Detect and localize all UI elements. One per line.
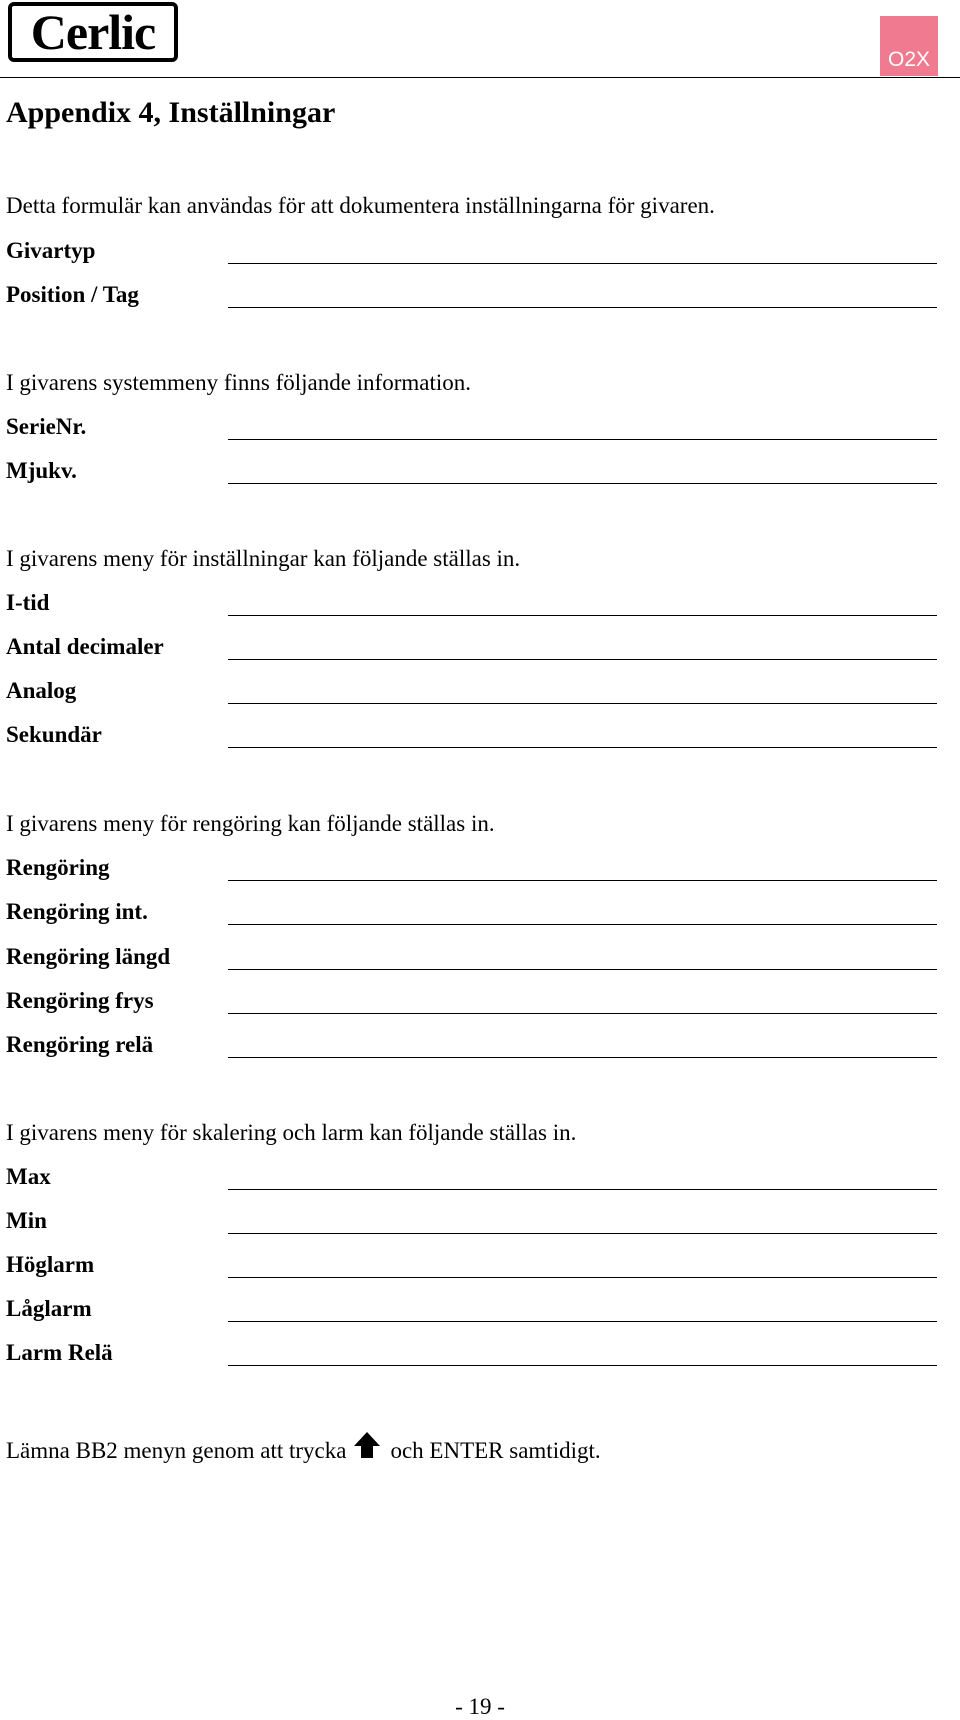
exit-instruction: [6, 1436, 601, 1466]
field-label-givartyp: Givartyp: [6, 238, 96, 263]
field-label-rengoring: Rengöring: [6, 855, 110, 880]
page-number: - 19 -: [455, 1694, 505, 1719]
logo-text: Cerlic: [30, 4, 156, 60]
exit-instruction-text-before: Lämna BB2 menyn genom att trycka: [6, 1438, 347, 1463]
field-input-givartyp[interactable]: [228, 263, 937, 264]
section4-intro: I givarens meny för rengöring kan följande ställas in.: [6, 811, 495, 836]
header-divider: [0, 77, 960, 78]
o2x-badge: O2X: [880, 16, 938, 76]
section1-intro: Detta formulär kan användas för att dokumentera inställningarna för givaren.: [6, 193, 715, 218]
field-input-rengoring-frys[interactable]: [228, 1013, 937, 1014]
field-label-min: Min: [6, 1208, 47, 1233]
cerlic-logo: [8, 2, 178, 62]
field-input-position-tag[interactable]: [228, 307, 937, 308]
field-label-analog: Analog: [6, 678, 77, 703]
field-input-serienr[interactable]: [228, 439, 937, 440]
field-label-rengoring-int: Rengöring int.: [6, 899, 148, 924]
section2-intro: I givarens systemmeny finns följande information.: [6, 370, 472, 395]
field-label-max: Max: [6, 1164, 51, 1189]
field-input-min[interactable]: [228, 1233, 937, 1234]
field-input-rengoring-langd[interactable]: [228, 969, 937, 970]
field-label-rengoring-frys: Rengöring frys: [6, 988, 154, 1013]
field-label-mjukv: Mjukv.: [6, 458, 77, 483]
field-input-antal-decimaler[interactable]: [228, 659, 937, 660]
field-input-mjukv[interactable]: [228, 483, 937, 484]
field-label-larm-rela: Larm Relä: [6, 1340, 113, 1365]
field-input-hoglarm[interactable]: [228, 1277, 937, 1278]
section3-intro: I givarens meny för inställningar kan följande ställas in.: [6, 546, 521, 571]
field-input-i-tid[interactable]: [228, 615, 937, 616]
field-label-rengoring-rela: Rengöring relä: [6, 1032, 154, 1057]
field-label-i-tid: I-tid: [6, 590, 50, 615]
field-input-larm-rela[interactable]: [228, 1365, 937, 1366]
field-label-hoglarm: Höglarm: [6, 1252, 95, 1277]
field-label-position-tag: Position / Tag: [6, 282, 139, 307]
section5-intro: I givarens meny för skalering och larm kan följande ställas in.: [6, 1120, 577, 1145]
field-input-analog[interactable]: [228, 703, 937, 704]
field-label-antal-decimaler: Antal decimaler: [6, 634, 164, 659]
up-arrow-icon: [352, 1430, 382, 1460]
field-input-laglarm[interactable]: [228, 1321, 937, 1322]
field-label-sekundar: Sekundär: [6, 722, 102, 747]
field-label-rengoring-langd: Rengöring längd: [6, 944, 171, 969]
exit-instruction-text-after: och ENTER samtidigt.: [390, 1438, 601, 1463]
field-label-serienr: SerieNr.: [6, 414, 87, 439]
field-input-rengoring[interactable]: [228, 880, 937, 881]
field-input-rengoring-int[interactable]: [228, 924, 937, 925]
field-input-sekundar[interactable]: [228, 747, 937, 748]
page-title: Appendix 4, Inställningar: [6, 96, 336, 129]
field-input-max[interactable]: [228, 1189, 937, 1190]
field-label-laglarm: Låglarm: [6, 1296, 92, 1321]
field-input-rengoring-rela[interactable]: [228, 1057, 937, 1058]
